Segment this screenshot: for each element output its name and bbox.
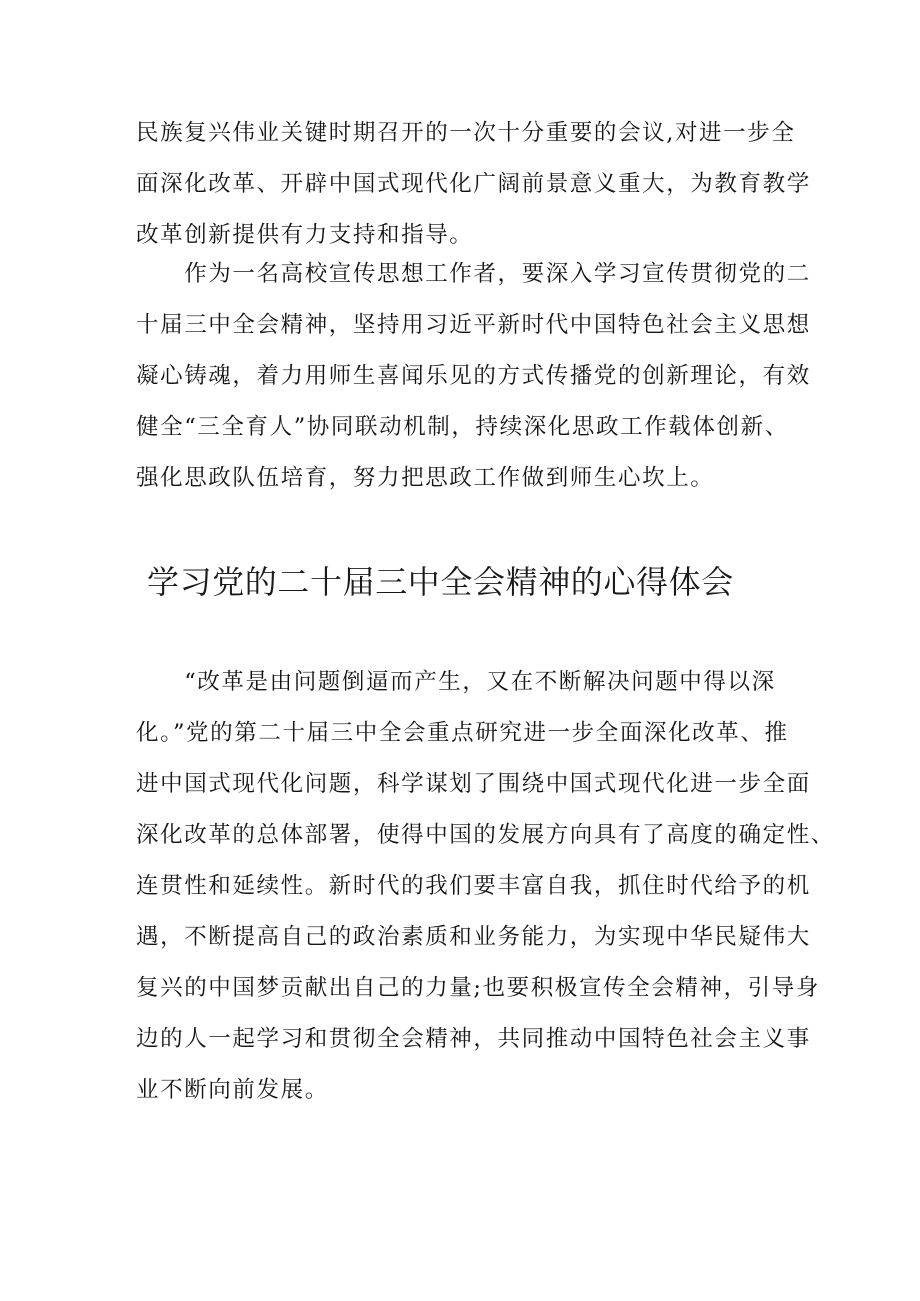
paragraph-line: 边的人一起学习和贯彻全会精神，共同推动中国特色社会主义事	[136, 1026, 811, 1052]
paragraph-line: 健全“三全育人”协同联动机制，持续深化思政工作载体创新、	[136, 414, 789, 440]
paragraph-line: 面深化改革、开辟中国式现代化广阔前景意义重大，为教育教学	[136, 171, 811, 197]
paragraph-line: 连贯性和延续性。新时代的我们要丰富自我，抓住时代给予的机	[136, 873, 811, 899]
paragraph-line: 进中国式现代化问题，科学谋划了围绕中国式现代化进一步全面	[136, 771, 811, 797]
paragraph-line: 遇，不断提高自己的政治素质和业务能力，为实现中华民疑伟大	[136, 924, 811, 950]
paragraph-line: 深化改革的总体部署，使得中国的发展方向具有了高度的确定性、	[136, 822, 835, 848]
paragraph-line: 化。”党的第二十届三中全会重点研究进一步全面深化改革、推	[136, 720, 789, 746]
paragraph-line: 业不断向前发展。	[136, 1077, 329, 1103]
paragraph-2	[136, 249, 811, 504]
paragraph-line: “改革是由问题倒逼而产生，又在不断解决问题中得以深	[136, 669, 776, 695]
section-heading: 学习党的二十届三中全会精神的心得体会	[147, 563, 734, 601]
paragraph-line: 复兴的中国梦贡献出自己的力量;也要积极宣传全会精神，引导身	[136, 975, 820, 1001]
paragraph-1	[136, 108, 811, 261]
paragraph-line: 强化思政队伍培育，努力把思政工作做到师生心坎上。	[136, 465, 715, 491]
paragraph-line: 民族复兴伟业关键时期召开的一次十分重要的会议,对进一步全	[136, 120, 796, 146]
paragraph-line: 凝心铸魂，着力用师生喜闻乐见的方式传播党的创新理论，有效	[136, 363, 811, 389]
paragraph-line: 十届三中全会精神，坚持用习近平新时代中国特色社会主义思想	[136, 312, 811, 338]
paragraph-line: 作为一名高校宣传思想工作者，要深入学习宣传贯彻党的二	[136, 261, 811, 287]
paragraph-3	[136, 657, 835, 1116]
paragraph-line: 改革创新提供有力支持和指导。	[136, 222, 474, 248]
